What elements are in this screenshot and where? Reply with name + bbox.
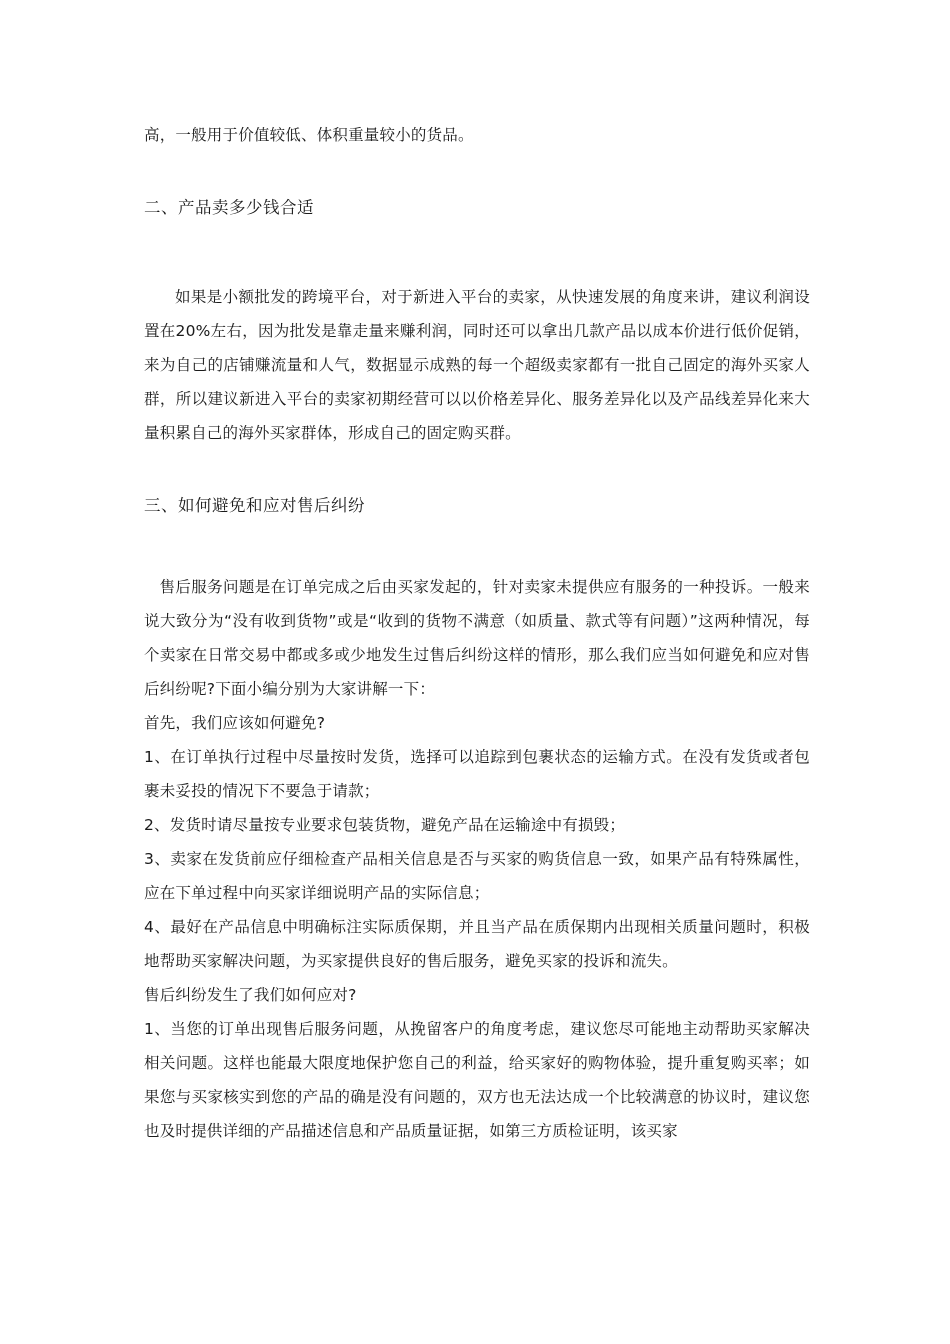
section-heading-after-sales: 三、如何避免和应对售后纠纷 bbox=[144, 496, 365, 515]
pricing-paragraph: 如果是小额批发的跨境平台，对于新进入平台的卖家，从快速发展的角度来讲，建议利润设置在20%左右，因为批发是靠走量来赚利润，同时还可以拿出几款产品以成本价进行低价促销，来为自己的店铺赚流量和人气，数据显示成熟的每一个超级卖家都有一批自己固定的海外买家人群，所以建议新进入平台的卖家初期经营可以以价格差异化、服务差异化以及产品线差异化来大量积累自己的海外买家群体，形成自己的固定购买群。 bbox=[144, 288, 810, 442]
list-item: 2、发货时请尽量按专业要求包装货物，避免产品在运输途中有损毁； bbox=[144, 816, 626, 834]
document-body bbox=[144, 118, 810, 1148]
list-item: 3、卖家在发货前应仔细检查产品相关信息是否与买家的购货信息一致，如果产品有特殊属性，应在下单过程中向买家详细说明产品的实际信息； bbox=[144, 850, 810, 902]
after-sales-paragraph: 售后服务问题是在订单完成之后由买家发起的，针对卖家未提供应有服务的一种投诉。一般来说大致分为“没有收到货物”或是“收到的货物不满意（如质量、款式等有问题）”这两种情况，每个卖家在日常交易中都或多或少地发生过售后纠纷这样的情形，那么我们应当如何避免和应对售后纠纷呢?下面小编分别为大家讲解一下： bbox=[144, 578, 810, 698]
respond-title: 售后纠纷发生了我们如何应对? bbox=[144, 986, 357, 1004]
list-item: 4、最好在产品信息中明确标注实际质保期，并且当产品在质保期内出现相关质量问题时，积极地帮助买家解决问题，为买家提供良好的售后服务，避免买家的投诉和流失。 bbox=[144, 918, 810, 970]
avoid-title: 首先，我们应该如何避免? bbox=[144, 714, 326, 732]
intro-line: 高，一般用于价值较低、体积重量较小的货品。 bbox=[144, 126, 474, 144]
list-item: 1、当您的订单出现售后服务问题，从挽留客户的角度考虑，建议您尽可能地主动帮助买家解决相关问题。这样也能最大限度地保护您自己的利益，给买家好的购物体验，提升重复购买率；如果您与买家核实到您的产品的确是没有问题的，双方也无法达成一个比较满意的协议时，建议您也及时提供详细的产品描述信息和产品质量证据，如第三方质检证明，该买家 bbox=[144, 1020, 810, 1140]
list-item: 1、在订单执行过程中尽量按时发货，选择可以追踪到包裹状态的运输方式。在没有发货或者包裹未妥投的情况下不要急于请款； bbox=[144, 748, 810, 800]
section-heading-pricing: 二、产品卖多少钱合适 bbox=[144, 198, 314, 217]
